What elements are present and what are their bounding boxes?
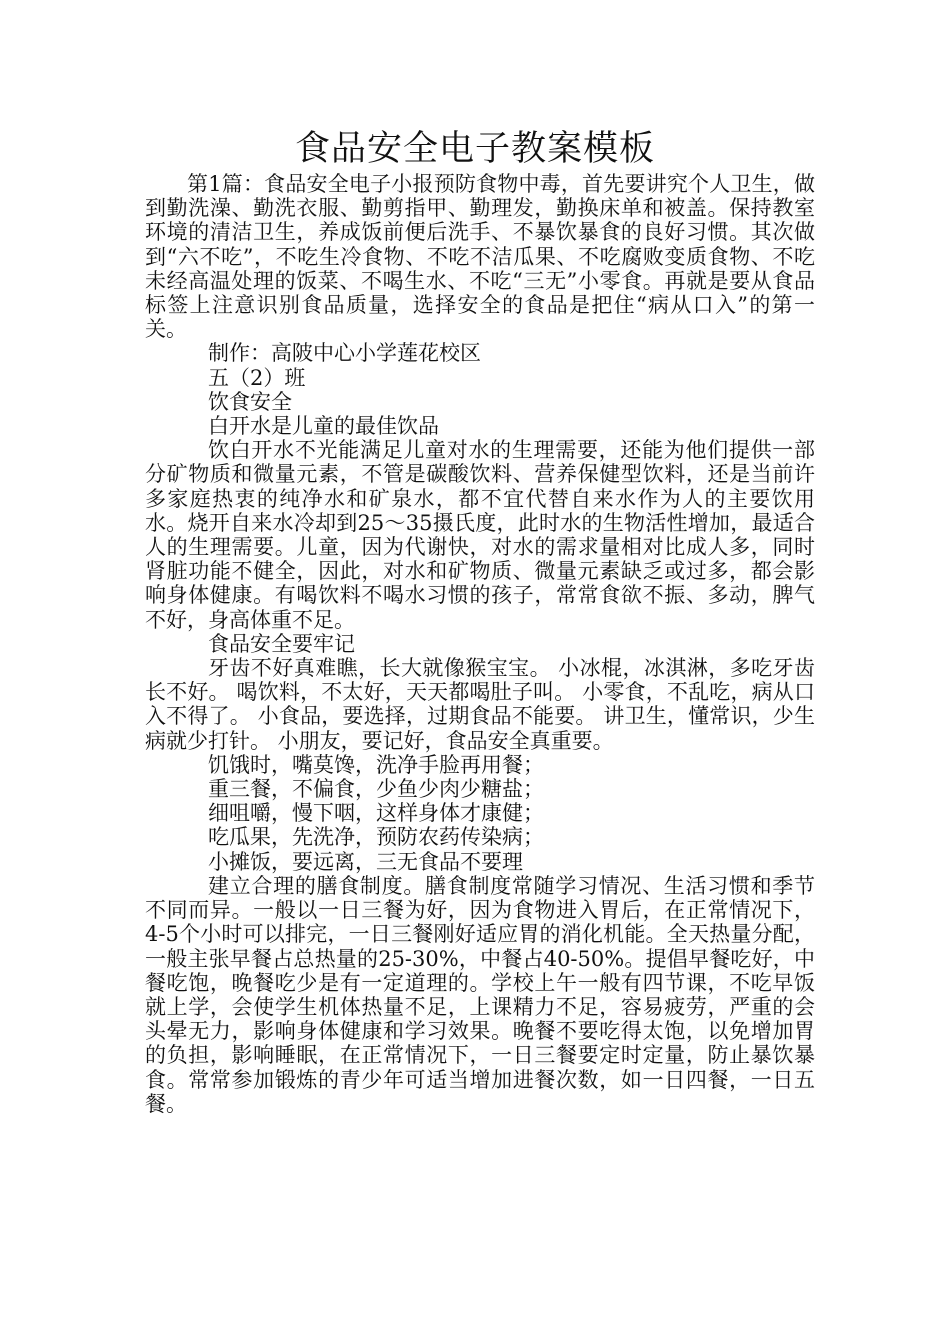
intro-paragraph: 第1篇：食品安全电子小报预防食物中毒，首先要讲究个人卫生，做到勤洗澡、勤洗衣服、勤剪指甲、勤理发，勤换床单和被盖。保持教室环境的清洁卫生，养成饭前便后洗手、不暴饮暴食的良好习惯。其次做到“六不吃”，不吃生冷食物、不吃不洁瓜果、不吃腐败变质食物、不吃未经高温处理的饭菜、不喝生水、不吃“三无”小零食。再就是要从食品标签上注意识别食品质量，选择安全的食品是把住“病从口入”的第一关。 xyxy=(145,172,815,342)
class-line: 五（2）班 xyxy=(208,365,306,390)
water-paragraph: 饮白开水不光能满足儿童对水的生理需要，还能为他们提供一部分矿物质和微量元素，不管是碳酸饮料、营养保健型饮料，还是当前许多家庭热衷的纯净水和矿泉水，都不宜代替自来水作为人的主要饮用水。烧开自来水冷却到25～35摄氏度，此时水的生物活性增加，最适合人的生理需要。儿童，因为代谢快，对水的需求量相对比成人多，同时肾脏功能不健全，因此，对水和矿物质、微量元素缺乏或过多，都会影响身体健康。有喝饮料不喝水习惯的孩子，常常食欲不振、多动，脾气不好，身高体重不足。 xyxy=(145,438,815,632)
diet-paragraph: 建立合理的膳食制度。膳食制度常随学习情况、生活习惯和季节不同而异。一般以一日三餐为好，因为食物进入胃后，在正常情况下，4-5个小时可以排完，一日三餐刚好适应胃的消化机能。全天热量分配，一般主张早餐占总热量的25-30%，中餐占40-50%。提倡早餐吃好，中餐吃饱，晚餐吃少是有一定道理的。学校上午一般有四节课，不吃早饭就上学，会使学生机体热量不足，上课精力不足，容易疲劳，严重的会头晕无力，影响身体健康和学习效果。晚餐不要吃得太饱，以免增加胃的负担，影响睡眠，在正常情况下，一日三餐要定时定量，防止暴饮暴食。常常参加锻炼的青少年可适当增加进餐次数，如一日四餐，一日五餐。 xyxy=(145,873,815,1116)
verse-line: 小摊饭，要远离，三无食品不要理 xyxy=(208,849,523,874)
verse-line: 饥饿时，嘴莫馋，洗净手脸再用餐； xyxy=(208,752,544,777)
subheading: 白开水是儿童的最佳饮品 xyxy=(208,414,439,439)
author-line: 制作：高陂中心小学莲花校区 xyxy=(208,341,481,366)
rhyme-paragraph: 牙齿不好真难瞧，长大就像猴宝宝。 小冰棍，冰淇淋，多吃牙齿长不好。 喝饮料，不太好，天天都喝肚子叫。 小零食，不乱吃，病从口入不得了。 小食品，要选择，过期食品不能要。 讲卫生，懂常识，少生病就少打针。 小朋友，要记好，食品安全真重要。 xyxy=(145,656,815,753)
document-body xyxy=(145,172,815,1116)
verse-line: 吃瓜果，先洗净，预防农药传染病； xyxy=(208,825,544,850)
document-title: 食品安全电子教案模板 xyxy=(294,129,655,169)
section-heading: 饮食安全 xyxy=(208,389,292,414)
subheading: 食品安全要牢记 xyxy=(208,631,355,656)
verse-line: 重三餐，不偏食，少鱼少肉少糖盐； xyxy=(208,777,544,802)
verse-line: 细咀嚼，慢下咽，这样身体才康健； xyxy=(208,801,544,826)
